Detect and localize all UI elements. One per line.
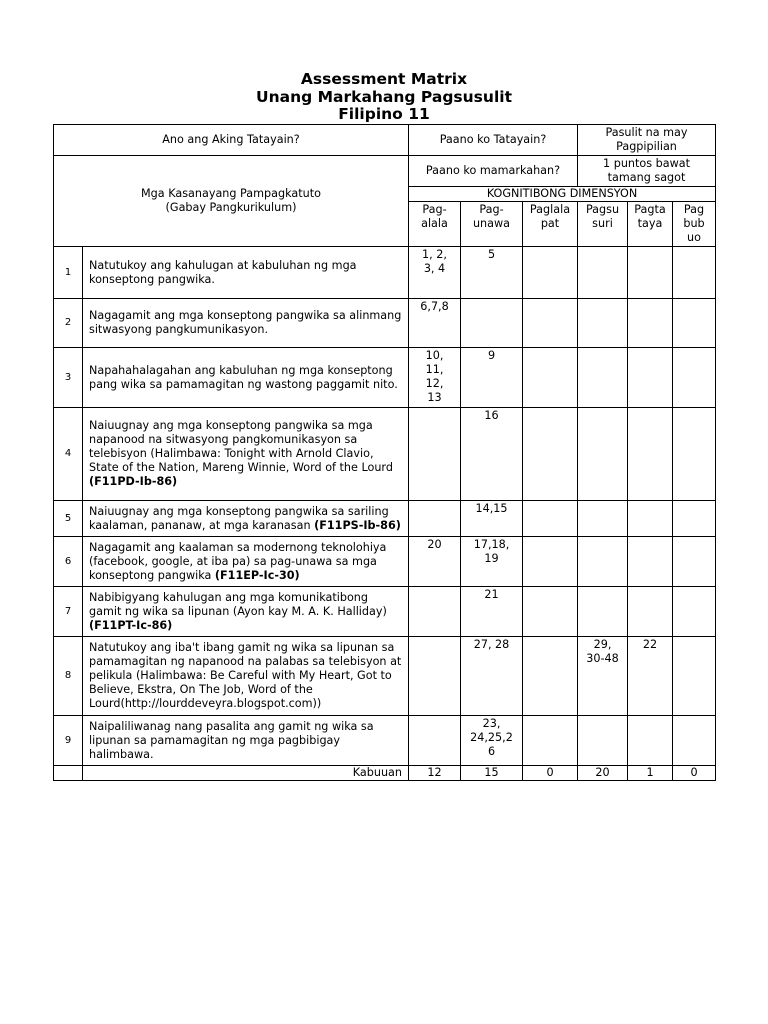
row-number: 9 xyxy=(54,716,83,766)
kasanayan-line-2: (Gabay Pangkurikulum) xyxy=(165,201,297,214)
header-kasanayan xyxy=(54,156,409,247)
assessment-matrix-table xyxy=(53,124,716,781)
subject-title: Filipino 11 xyxy=(338,105,430,123)
total-pagbubuo: 0 xyxy=(673,766,716,781)
total-paglalapat: 0 xyxy=(523,766,578,781)
row-number: 1 xyxy=(54,247,83,299)
competency-text: Nagagamit ang kaalaman sa modernong teknolohiya (facebook, google, at iba pa) sa pag-unawa sa mga konseptong pangwika xyxy=(89,540,387,582)
competency-text: Natutukoy ang iba't ibang gamit ng wika sa lipunan sa pamamagitan ng napanood na palabas sa telebisyon at pelikula (Halimbawa: Be Careful with My Heart, Got to Believe, Ekstra, On The Job, Word of the Lourd(http://lourddeveyra.blogspot.com)) xyxy=(89,641,402,710)
competency-cell xyxy=(83,247,409,299)
item-cell-pagtataya xyxy=(628,247,673,299)
competency-text: Natutukoy ang kahulugan at kabuluhan ng mga konseptong pangwika. xyxy=(89,258,357,286)
item-cell-pag-unawa: 5 xyxy=(461,247,523,299)
competency-code: (F11EP-Ic-30) xyxy=(214,568,300,582)
item-cell-pag-alala: 10, 11, 12, 13 xyxy=(409,348,461,408)
header-row-2 xyxy=(54,156,716,187)
item-cell-pagtataya xyxy=(628,408,673,501)
item-cell-pagtataya xyxy=(628,537,673,587)
item-cell-paglalapat xyxy=(523,537,578,587)
item-cell-pagsusuri xyxy=(578,408,628,501)
title-block xyxy=(0,71,768,124)
row-number: 2 xyxy=(54,299,83,348)
item-cell-pagtataya xyxy=(628,716,673,766)
item-cell-pagsusuri xyxy=(578,299,628,348)
item-cell-paglalapat xyxy=(523,716,578,766)
item-cell-pag-unawa: 27, 28 xyxy=(461,637,523,716)
competency-text: Nagagamit ang mga konseptong pangwika sa alinmang sitwasyong pangkumunikasyon. xyxy=(89,309,402,336)
competency-cell xyxy=(83,637,409,716)
totals-row xyxy=(54,766,716,781)
totals-empty-cell xyxy=(54,766,83,781)
row-number: 3 xyxy=(54,348,83,408)
competency-row xyxy=(54,501,716,537)
item-cell-pag-unawa: 9 xyxy=(461,348,523,408)
competency-code: (F11PS-Ib-86) xyxy=(314,518,401,532)
competency-row xyxy=(54,537,716,587)
item-cell-pagsusuri xyxy=(578,247,628,299)
competency-row xyxy=(54,408,716,501)
competency-cell xyxy=(83,408,409,501)
item-cell-pagbubuo xyxy=(673,716,716,766)
item-cell-pag-unawa: 23, 24,25,2 6 xyxy=(461,716,523,766)
document-title: Assessment Matrix xyxy=(300,70,468,88)
item-cell-pag-unawa: 17,18, 19 xyxy=(461,537,523,587)
header-paano-tatayain: Paano ko Tatayain? xyxy=(409,125,578,156)
competency-cell xyxy=(83,716,409,766)
competency-cell xyxy=(83,501,409,537)
item-cell-pagbubuo xyxy=(673,637,716,716)
item-cell-paglalapat xyxy=(523,637,578,716)
competency-row xyxy=(54,716,716,766)
competency-row xyxy=(54,348,716,408)
item-cell-pagbubuo xyxy=(673,501,716,537)
header-pasulit: Pasulit na may Pagpipilian xyxy=(578,125,716,156)
competency-row xyxy=(54,299,716,348)
competency-row xyxy=(54,587,716,637)
item-cell-pagsusuri: 29, 30-48 xyxy=(578,637,628,716)
item-cell-pagsusuri xyxy=(578,716,628,766)
header-paano-markahan: Paano ko mamarkahan? xyxy=(409,156,578,187)
kasanayan-line-1: Mga Kasanayang Pampagkatuto xyxy=(141,187,321,200)
item-cell-pagbubuo xyxy=(673,348,716,408)
item-cell-pagbubuo xyxy=(673,537,716,587)
competency-code: (F11PT-Ic-86) xyxy=(89,618,173,632)
header-row-1 xyxy=(54,125,716,156)
item-cell-pag-unawa: 21 xyxy=(461,587,523,637)
item-cell-pag-alala xyxy=(409,637,461,716)
item-cell-pag-alala xyxy=(409,716,461,766)
row-number: 7 xyxy=(54,587,83,637)
item-cell-pagtataya: 22 xyxy=(628,637,673,716)
item-cell-pag-alala xyxy=(409,501,461,537)
dim-pagsusuri: Pagsu suri xyxy=(578,202,628,247)
dim-pagbubuo: Pag bub uo xyxy=(673,202,716,247)
competency-text: Naipaliliwanag nang pasalita ang gamit ng wika sa lipunan sa pamamagitan ng mga pagbibigay halimbawa. xyxy=(89,719,374,761)
item-cell-pagsusuri xyxy=(578,501,628,537)
item-cell-pag-alala: 20 xyxy=(409,537,461,587)
row-number: 6 xyxy=(54,537,83,587)
item-cell-pag-unawa: 14,15 xyxy=(461,501,523,537)
competency-row xyxy=(54,637,716,716)
competency-text: Nabibigyang kahulugan ang mga komunikatibong gamit ng wika sa lipunan (Ayon kay M. A. K. Halliday) xyxy=(89,590,387,618)
item-cell-pagtataya xyxy=(628,587,673,637)
dim-pag-unawa: Pag- unawa xyxy=(461,202,523,247)
item-cell-pagsusuri xyxy=(578,348,628,408)
item-cell-paglalapat xyxy=(523,247,578,299)
competency-cell xyxy=(83,299,409,348)
item-cell-pagbubuo xyxy=(673,408,716,501)
competency-text: Naiuugnay ang mga konseptong pangwika sa mga napanood na sitwasyong pangkomunikasyon sa telebisyon (Halimbawa: Tonight with Arnold Clavio, State of the Nation, Mareng Winnie, Word of the Lourd xyxy=(89,419,393,474)
item-cell-pagtataya xyxy=(628,501,673,537)
item-cell-pag-unawa xyxy=(461,299,523,348)
item-cell-paglalapat xyxy=(523,501,578,537)
competency-cell xyxy=(83,348,409,408)
dim-pagtataya: Pagta taya xyxy=(628,202,673,247)
item-cell-pagbubuo xyxy=(673,247,716,299)
total-pagsusuri: 20 xyxy=(578,766,628,781)
competency-text: Napahahalagahan ang kabuluhan ng mga konseptong pang wika sa pamamagitan ng wastong paggamit nito. xyxy=(89,363,398,391)
item-cell-pagbubuo xyxy=(673,587,716,637)
total-pag-alala: 12 xyxy=(409,766,461,781)
header-kognitibo: KOGNITIBONG DIMENSYON xyxy=(409,187,716,202)
competency-cell xyxy=(83,537,409,587)
competency-code: (F11PD-Ib-86) xyxy=(89,475,178,488)
total-pagtataya: 1 xyxy=(628,766,673,781)
header-ano: Ano ang Aking Tatayain? xyxy=(54,125,409,156)
item-cell-pagtataya xyxy=(628,299,673,348)
row-number: 4 xyxy=(54,408,83,501)
row-number: 5 xyxy=(54,501,83,537)
dim-paglalapat: Paglala pat xyxy=(523,202,578,247)
competency-cell xyxy=(83,587,409,637)
totals-label: Kabuuan xyxy=(83,766,409,781)
item-cell-paglalapat xyxy=(523,408,578,501)
competency-text: Naiuugnay ang mga konseptong pangwika sa sariling kaalaman, pananaw, at mga karanasan xyxy=(89,504,389,532)
row-number: 8 xyxy=(54,637,83,716)
item-cell-pag-alala xyxy=(409,587,461,637)
item-cell-pagbubuo xyxy=(673,299,716,348)
item-cell-paglalapat xyxy=(523,348,578,408)
total-pag-unawa: 15 xyxy=(461,766,523,781)
item-cell-pagtataya xyxy=(628,348,673,408)
document-subtitle: Unang Markahang Pagsusulit xyxy=(256,87,512,106)
item-cell-paglalapat xyxy=(523,587,578,637)
item-cell-paglalapat xyxy=(523,299,578,348)
item-cell-pag-alala: 1, 2, 3, 4 xyxy=(409,247,461,299)
item-cell-pagsusuri xyxy=(578,587,628,637)
item-cell-pag-alala xyxy=(409,408,461,501)
item-cell-pag-unawa: 16 xyxy=(461,408,523,501)
header-puntos: 1 puntos bawat tamang sagot xyxy=(578,156,716,187)
dim-pag-alala: Pag- alala xyxy=(409,202,461,247)
item-cell-pag-alala: 6,7,8 xyxy=(409,299,461,348)
item-cell-pagsusuri xyxy=(578,537,628,587)
competency-row xyxy=(54,247,716,299)
